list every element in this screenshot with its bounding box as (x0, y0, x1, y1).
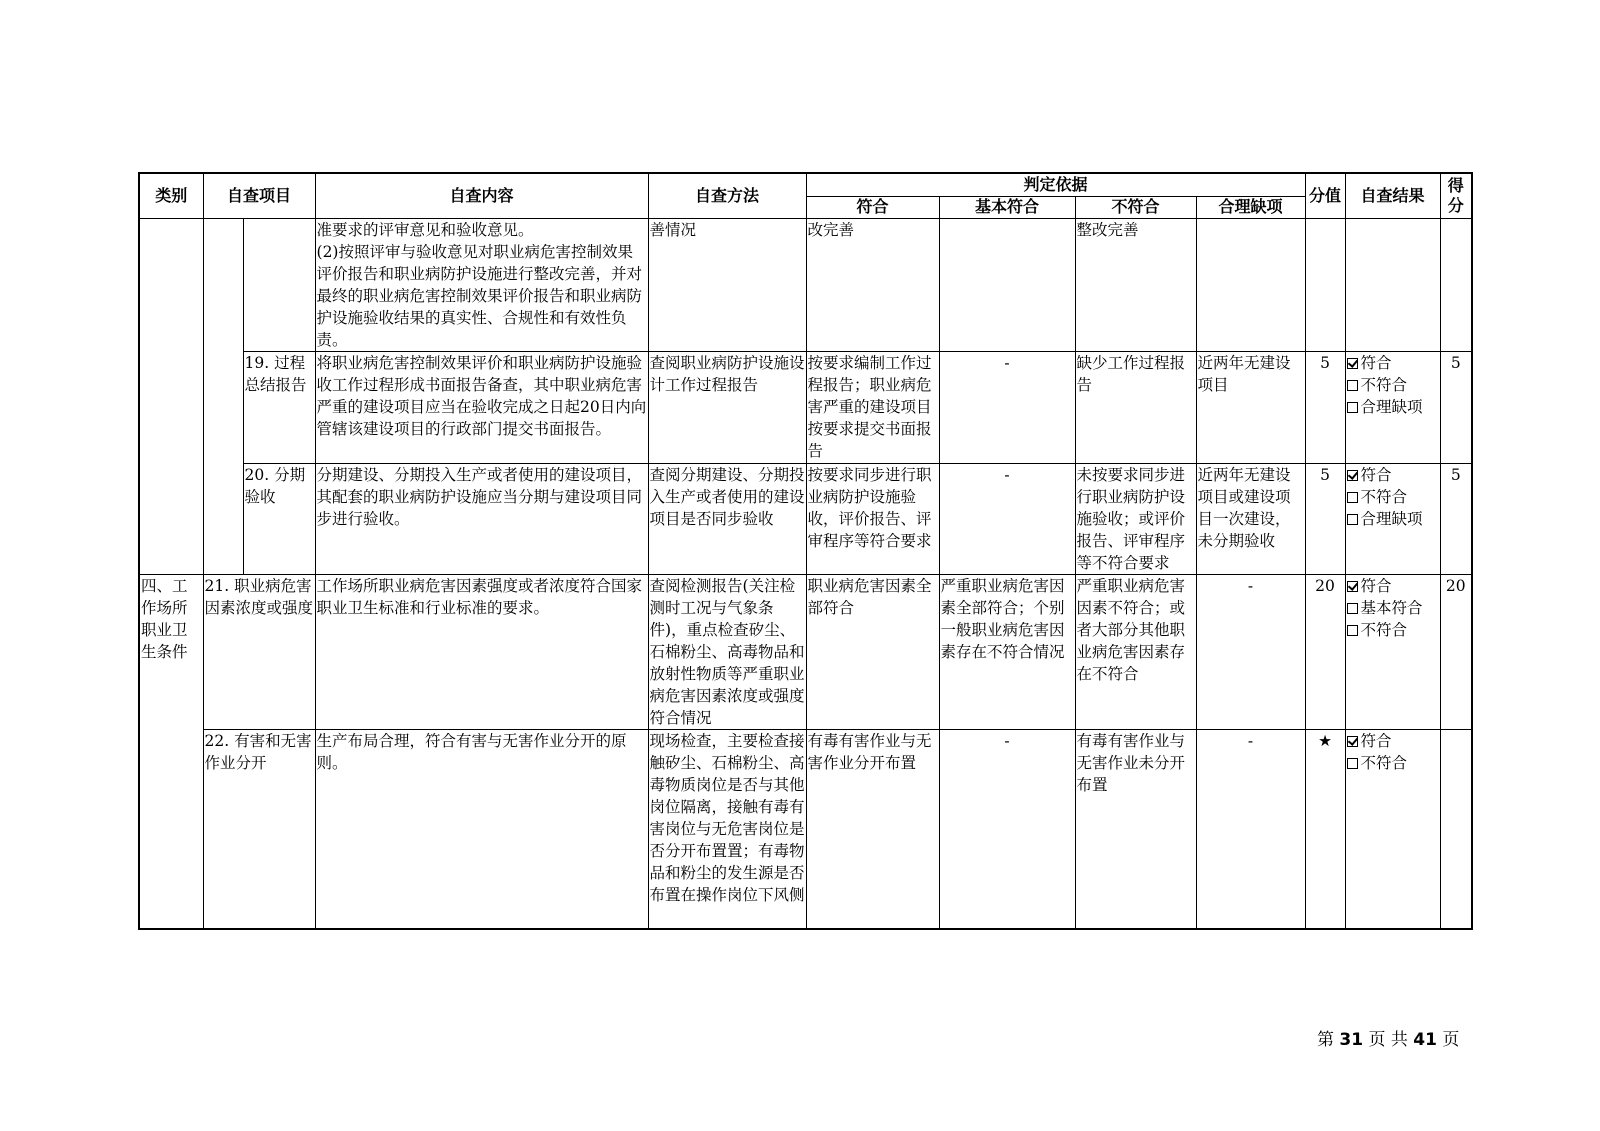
item-cell (243, 218, 315, 351)
comply-cell: 职业病危害因素全部符合 (806, 574, 939, 729)
method-cell: 现场检查，主要检查接触矽尘、石棉粉尘、高毒物质岗位是否与其他岗位隔离，接触有毒有害岗位与无危害岗位是否分开布置置；有毒物品和粉尘的发生源是否布置在操作岗位下风侧 (648, 729, 806, 929)
header-category: 类别 (139, 173, 203, 218)
value-cell: 5 (1305, 351, 1345, 463)
value-cell: 20 (1305, 574, 1345, 729)
result-cell (1345, 218, 1440, 351)
checkbox-empty-icon[interactable] (1347, 380, 1358, 391)
result-checklist (1347, 464, 1439, 530)
header-not-comply: 不符合 (1075, 196, 1196, 218)
header-method: 自查方法 (648, 173, 806, 218)
item-cell: 20. 分期验收 (243, 463, 315, 574)
footer-middle: 页 共 (1368, 1030, 1408, 1050)
method-cell: 善情况 (648, 218, 806, 351)
checkbox-checked-icon[interactable] (1347, 736, 1358, 747)
result-option[interactable]: 符合 (1347, 575, 1439, 597)
method-cell: 查阅职业病防护设施设计工作过程报告 (648, 351, 806, 463)
page-number: 31 (1339, 1030, 1364, 1050)
checkbox-empty-icon[interactable] (1347, 603, 1358, 614)
content-cell: 生产布局合理，符合有害与无害作业分开的原则。 (315, 729, 648, 929)
value-cell: ★ (1305, 729, 1345, 929)
result-cell (1345, 729, 1440, 929)
value-cell: 5 (1305, 463, 1345, 574)
header-score: 得分 (1440, 173, 1472, 218)
header-item: 自查项目 (203, 173, 315, 218)
checkbox-empty-icon[interactable] (1347, 625, 1358, 636)
not-comply-cell: 整改完善 (1075, 218, 1196, 351)
header-basic-comply: 基本符合 (939, 196, 1075, 218)
result-option[interactable]: 合理缺项 (1347, 508, 1439, 530)
missing-cell: - (1196, 729, 1305, 929)
comply-cell: 按要求同步进行职业病防护设施验收，评价报告、评审程序等符合要求 (806, 463, 939, 574)
result-cell (1345, 463, 1440, 574)
table-row (139, 463, 1472, 574)
basic-comply-cell: 严重职业病危害因素全部符合；个别一般职业病危害因素存在不符合情况 (939, 574, 1075, 729)
method-cell: 查阅分期建设、分期投入生产或者使用的建设项目是否同步验收 (648, 463, 806, 574)
comply-cell: 有毒有害作业与无害作业分开布置 (806, 729, 939, 929)
result-option[interactable]: 符合 (1347, 352, 1439, 374)
result-checklist (1347, 575, 1439, 641)
score-cell (1440, 218, 1472, 351)
table-row (139, 729, 1472, 929)
header-score-value: 分值 (1305, 173, 1345, 218)
comply-cell: 改完善 (806, 218, 939, 351)
content-cell: 工作场所职业病危害因素强度或者浓度符合国家职业卫生标准和行业标准的要求。 (315, 574, 648, 729)
basic-comply-cell: - (939, 729, 1075, 929)
checkbox-checked-icon[interactable] (1347, 581, 1358, 592)
result-option[interactable]: 合理缺项 (1347, 396, 1439, 418)
checkbox-empty-icon[interactable] (1347, 492, 1358, 503)
not-comply-cell: 有毒有害作业与无害作业未分开布置 (1075, 729, 1196, 929)
result-option[interactable]: 符合 (1347, 730, 1439, 752)
missing-cell (1196, 218, 1305, 351)
page-footer (1317, 1025, 1459, 1050)
result-checklist (1347, 730, 1439, 774)
content-cell: 分期建设、分期投入生产或者使用的建设项目，其配套的职业病防护设施应当分期与建设项目同步进行验收。 (315, 463, 648, 574)
content-cell: 将职业病危害控制效果评价和职业病防护设施验收工作过程形成书面报告备查，其中职业病危害严重的建设项目应当在验收完成之日起20日内向管辖该建设项目的行政部门提交书面报告。 (315, 351, 648, 463)
score-cell: 20 (1440, 574, 1472, 729)
footer-prefix: 第 (1317, 1030, 1334, 1050)
content-cell: 准要求的评审意见和验收意见。 (2)按照评审与验收意见对职业病危害控制效果评价报告和职业病防护设施进行整改完善，并对最终的职业病危害控制效果评价报告和职业病防护设施验收结果的真实性、合规性和有效性负责。 (315, 218, 648, 351)
result-option[interactable]: 不符合 (1347, 619, 1439, 641)
result-option[interactable]: 不符合 (1347, 486, 1439, 508)
table-row (139, 351, 1472, 463)
missing-cell: - (1196, 574, 1305, 729)
basic-comply-cell (939, 218, 1075, 351)
missing-cell: 近两年无建设项目 (1196, 351, 1305, 463)
score-cell: 5 (1440, 351, 1472, 463)
table-row (139, 218, 1472, 351)
item-cell: 22. 有害和无害作业分开 (203, 729, 315, 929)
checkbox-empty-icon[interactable] (1347, 758, 1358, 769)
header-basis: 判定依据 (806, 173, 1305, 196)
result-option[interactable]: 不符合 (1347, 752, 1439, 774)
result-cell (1345, 574, 1440, 729)
basic-comply-cell: - (939, 463, 1075, 574)
comply-cell: 按要求编制工作过程报告；职业病危害严重的建设项目按要求提交书面报告 (806, 351, 939, 463)
result-option[interactable]: 符合 (1347, 464, 1439, 486)
header-comply: 符合 (806, 196, 939, 218)
table-row (139, 574, 1472, 729)
result-option[interactable]: 不符合 (1347, 374, 1439, 396)
footer-suffix: 页 (1442, 1030, 1460, 1050)
header-reasonable-missing: 合理缺项 (1196, 196, 1305, 218)
checkbox-checked-icon[interactable] (1347, 470, 1358, 481)
category-cell-empty (139, 218, 203, 574)
not-comply-cell: 缺少工作过程报告 (1075, 351, 1196, 463)
missing-cell: 近两年无建设项目或建设项目一次建设，未分期验收 (1196, 463, 1305, 574)
category-cell: 四、工作场所职业卫生条件 (139, 574, 203, 929)
item-cell: 21. 职业病危害因素浓度或强度 (203, 574, 315, 729)
checkbox-empty-icon[interactable] (1347, 514, 1358, 525)
total-pages: 41 (1413, 1030, 1437, 1050)
self-check-table (138, 172, 1473, 930)
result-option[interactable]: 基本符合 (1347, 597, 1439, 619)
item-indent-cell (203, 218, 243, 574)
result-checklist (1347, 352, 1439, 418)
checkbox-empty-icon[interactable] (1347, 402, 1358, 413)
score-cell (1440, 729, 1472, 929)
header-result: 自查结果 (1345, 173, 1440, 218)
value-cell (1305, 218, 1345, 351)
score-cell: 5 (1440, 463, 1472, 574)
not-comply-cell: 严重职业病危害因素不符合；或者大部分其他职业病危害因素存在不符合 (1075, 574, 1196, 729)
method-cell: 查阅检测报告(关注检测时工况与气象条件)，重点检查矽尘、石棉粉尘、高毒物品和放射性物质等严重职业病危害因素浓度或强度符合情况 (648, 574, 806, 729)
header-content: 自查内容 (315, 173, 648, 218)
checkbox-checked-icon[interactable] (1347, 358, 1358, 369)
basic-comply-cell: - (939, 351, 1075, 463)
not-comply-cell: 未按要求同步进行职业病防护设施验收；或评价报告、评审程序等不符合要求 (1075, 463, 1196, 574)
result-cell (1345, 351, 1440, 463)
item-cell: 19. 过程总结报告 (243, 351, 315, 463)
